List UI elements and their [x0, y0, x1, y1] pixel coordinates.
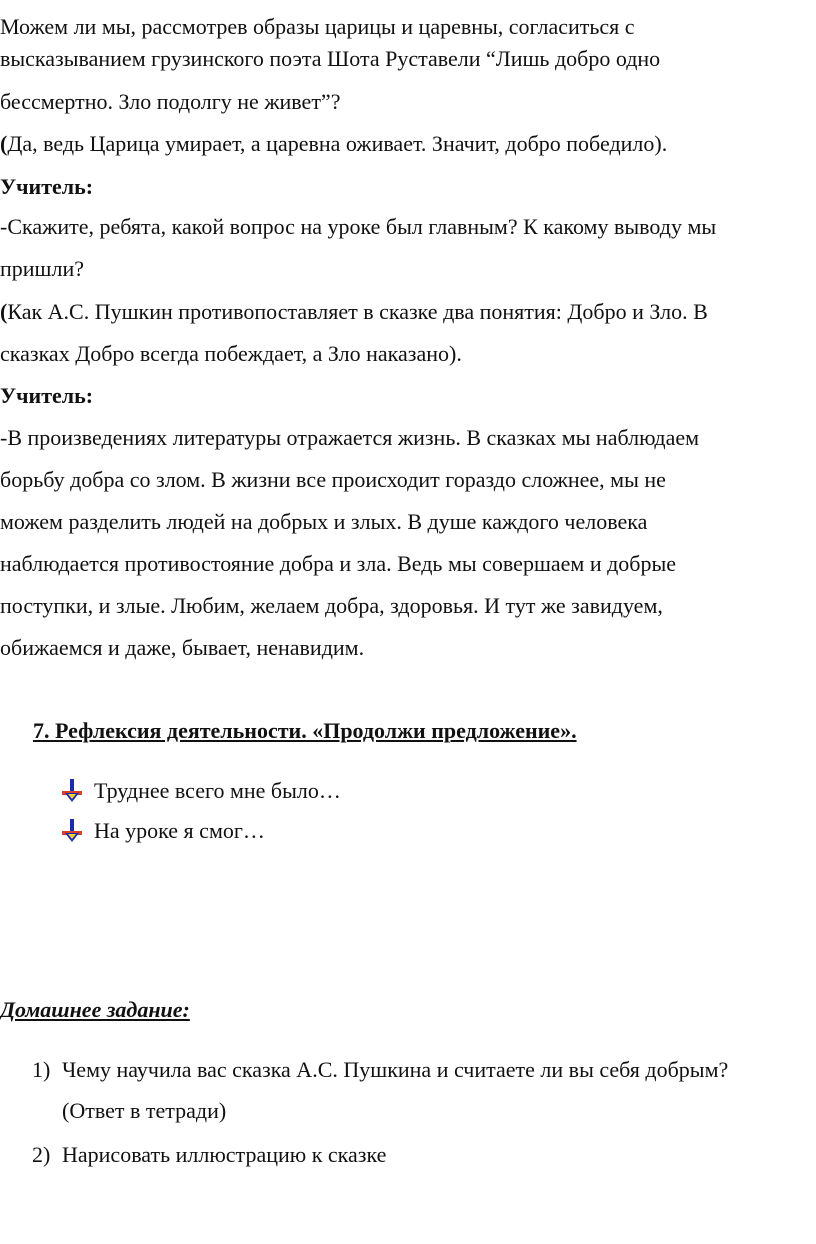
teacher-speech-line-3: можем разделить людей на добрых и злых. В душе каждого человека — [0, 509, 648, 534]
answer-2-line-2: сказках Добро всегда побеждает, а Зло наказано). — [0, 341, 462, 366]
paragraph-question-line-3: бессмертно. Зло подолгу не живет”? — [0, 89, 341, 114]
homework-item-1 — [0, 1055, 816, 1087]
teacher-speech-line-6: обижаемся и даже, бывает, ненавидим. — [0, 635, 365, 660]
teacher-question-line-1: -Скажите, ребята, какой вопрос на уроке был главным? К какому выводу мы — [0, 214, 717, 239]
answer-1-open-paren: ( — [0, 131, 8, 156]
paragraph-question-line-2: высказыванием грузинского поэта Шота Руставели “Лишь добро одно — [0, 46, 661, 71]
homework-heading: Домашнее задание: — [0, 997, 190, 1022]
reflection-heading: 7. Рефлексия деятельности. «Продолжи предложение». — [33, 718, 577, 743]
teacher-speech-line-1: -В произведениях литературы отражается жизнь. В сказках мы наблюдаем — [0, 425, 700, 450]
reflection-item-text: Труднее всего мне было… — [94, 778, 341, 803]
homework-item-2-text: Нарисовать иллюстрацию к сказке — [62, 1142, 387, 1167]
teacher-speech-line-4: наблюдается противостояние добра и зла. Ведь мы совершаем и добрые — [0, 551, 677, 576]
reflection-item — [60, 776, 341, 806]
down-arrow-bullet-icon — [60, 818, 84, 844]
paragraph-question-line-1: Можем ли мы, рассмотрев образы царицы и царевны, согласиться с — [0, 14, 635, 39]
homework-item-1-text: Чему научила вас сказка А.С. Пушкина и считаете ли вы себя добрым? — [62, 1057, 729, 1082]
homework-item-2 — [0, 1140, 816, 1172]
teacher-speech-line-5: поступки, и злые. Любим, желаем добра, здоровья. И тут же завидуем, — [0, 593, 663, 618]
teacher-speech-line-2: борьбу добра со злом. В жизни все происходит гораздо сложнее, мы не — [0, 467, 666, 492]
homework-item-2-number: 2) — [32, 1142, 51, 1167]
answer-2-open-paren: ( — [0, 299, 8, 324]
down-arrow-bullet-icon — [60, 778, 84, 804]
reflection-item-text: На уроке я смог… — [94, 818, 265, 843]
answer-2-text-line-1: Как А.С. Пушкин противопоставляет в сказке два понятия: Добро и Зло. В — [7, 299, 708, 324]
teacher-label-1: Учитель: — [0, 174, 94, 199]
teacher-label-2: Учитель: — [0, 383, 94, 408]
homework-item-1-number: 1) — [32, 1057, 51, 1082]
homework-item-1-continuation — [0, 1096, 816, 1128]
teacher-question-line-2: пришли? — [0, 256, 85, 281]
answer-2-line-1 — [0, 297, 708, 327]
reflection-item — [60, 816, 265, 846]
answer-1 — [0, 129, 667, 159]
answer-1-text: Да, ведь Царица умирает, а царевна оживает. Значит, добро победило). — [7, 131, 668, 156]
homework-item-1-text-line-2: (Ответ в тетради) — [62, 1098, 227, 1123]
